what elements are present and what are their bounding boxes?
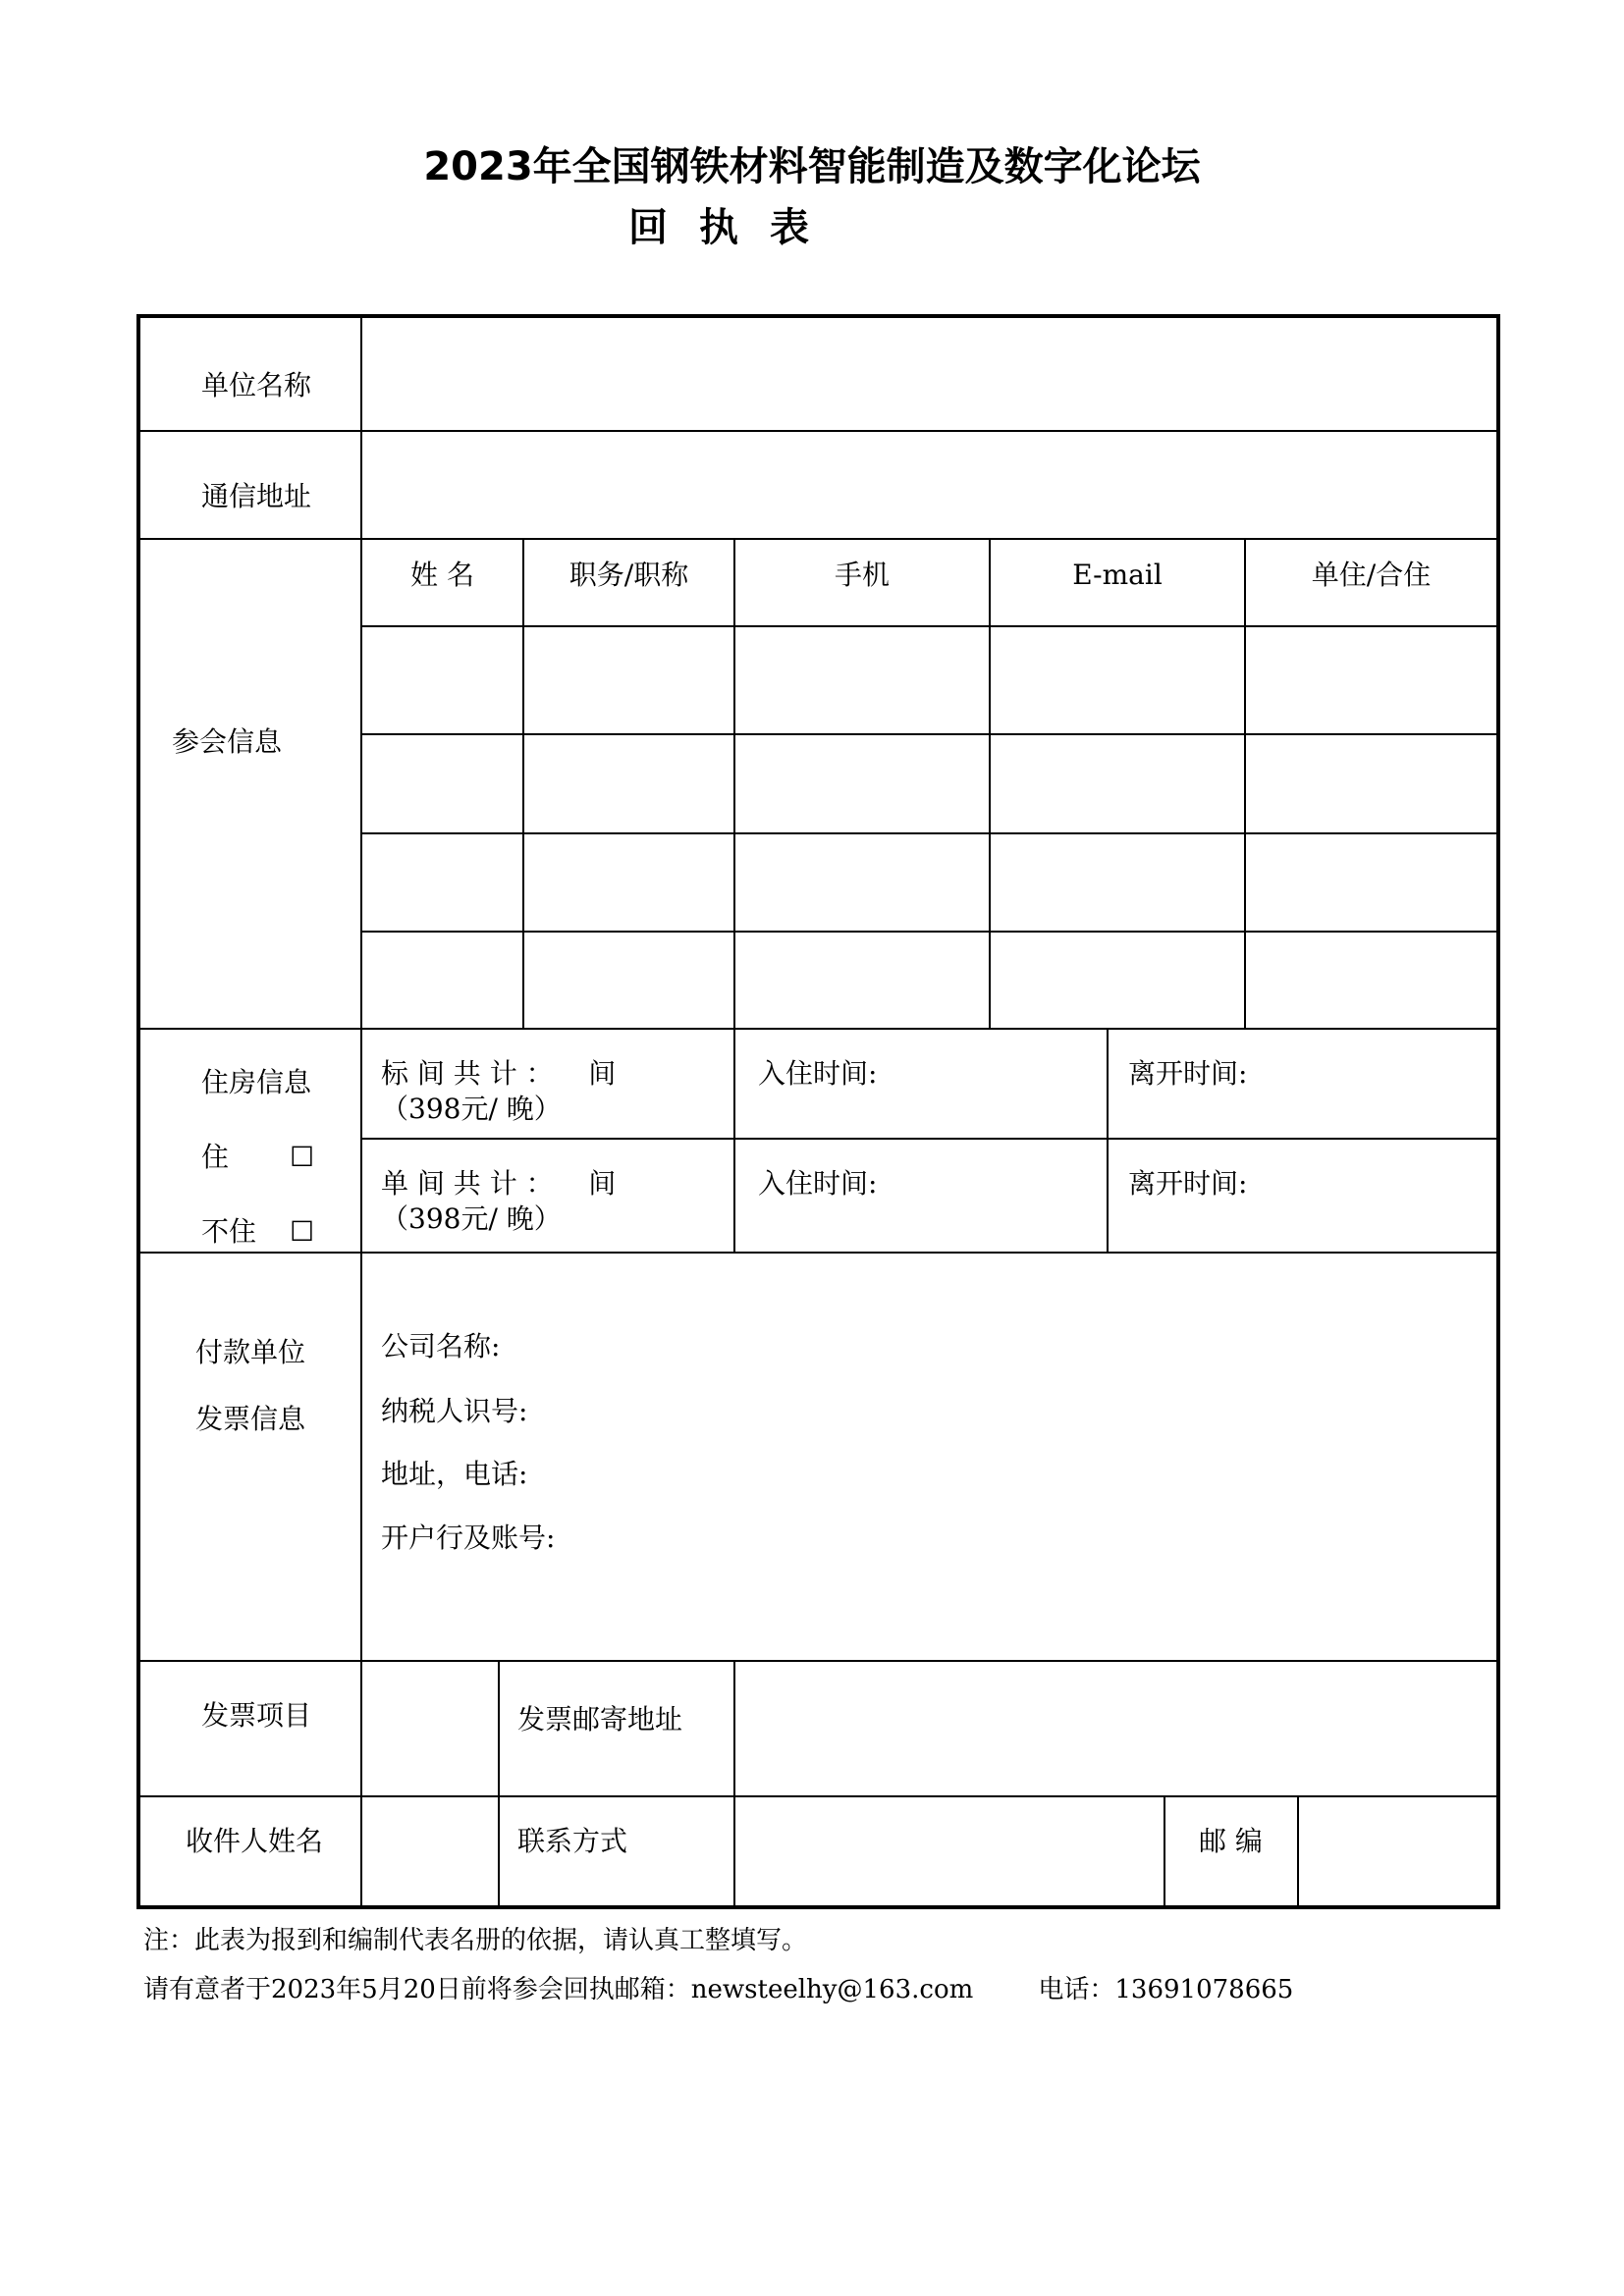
- divider: [522, 538, 524, 1029]
- address-field[interactable]: [364, 434, 1494, 536]
- label-unit-name: 单位名称: [201, 369, 312, 401]
- standard-checkin-label: 入住时间:: [758, 1057, 878, 1090]
- label-postcode: 邮 编: [1199, 1825, 1263, 1857]
- label-no-stay: 不住: [201, 1215, 257, 1248]
- label-contact: 联系方式: [517, 1825, 628, 1857]
- form-subtitle: 回执表: [628, 205, 840, 250]
- col-header-name: 姓 名: [410, 559, 474, 591]
- divider: [989, 538, 991, 1029]
- col-header-mobile: 手机: [834, 559, 890, 591]
- col-header-room-type: 单住/合住: [1311, 559, 1432, 591]
- table-right-border: [1496, 314, 1500, 1909]
- footnote-deadline-contact: 请有意者于2023年5月20日前将参会回执邮箱：newsteelhy@163.com 电话：13691078665: [143, 1975, 1294, 2004]
- table-bottom-border: [136, 1905, 1500, 1909]
- divider: [360, 1138, 1500, 1140]
- divider: [1297, 1795, 1299, 1907]
- standard-room-price: （398元/ 晚）: [381, 1093, 562, 1125]
- invoice-address-phone-label: 地址，电话:: [381, 1458, 528, 1490]
- invoice-company-name-label: 公司名称:: [381, 1330, 501, 1362]
- invoice-bank-account-label: 开户行及账号:: [381, 1522, 556, 1554]
- single-checkout-label: 离开时间:: [1128, 1167, 1248, 1200]
- label-housing-info: 住房信息: [201, 1066, 312, 1098]
- divider: [360, 314, 362, 1909]
- divider: [136, 1028, 1500, 1030]
- standard-checkout-label: 离开时间:: [1128, 1057, 1248, 1090]
- label-address: 通信地址: [201, 480, 312, 512]
- divider: [136, 1660, 1500, 1662]
- col-header-email: E-mail: [1072, 559, 1163, 591]
- single-checkin-label: 入住时间:: [758, 1167, 878, 1200]
- label-invoice-item: 发票项目: [201, 1699, 312, 1732]
- label-stay: 住: [201, 1141, 230, 1173]
- col-header-title: 职务/职称: [568, 559, 689, 591]
- unit-name-field[interactable]: [364, 318, 1494, 428]
- divider: [360, 832, 1500, 834]
- divider: [136, 1795, 1500, 1797]
- divider: [733, 538, 735, 1253]
- standard-room-count: 标 间 共 计 ： 间: [381, 1057, 617, 1090]
- stay-checkbox[interactable]: ☐: [290, 1141, 315, 1173]
- label-attendee-info: 参会信息: [172, 725, 283, 758]
- invoice-taxpayer-id-label: 纳税人识号:: [381, 1395, 528, 1427]
- divider: [733, 1660, 735, 1907]
- label-invoice-mail-address: 发票邮寄地址: [517, 1703, 683, 1735]
- table-left-border: [136, 314, 140, 1909]
- footnote-fill-instruction: 注：此表为报到和编制代表名册的依据，请认真工整填写。: [143, 1926, 808, 1955]
- no-stay-checkbox[interactable]: ☐: [290, 1215, 315, 1248]
- single-room-count: 单 间 共 计 ： 间: [381, 1167, 617, 1200]
- label-invoice-info: 发票信息: [195, 1403, 306, 1435]
- divider: [360, 625, 1500, 627]
- divider: [1107, 1028, 1109, 1253]
- divider: [360, 931, 1500, 933]
- divider: [136, 538, 1500, 540]
- divider: [136, 1252, 1500, 1254]
- divider: [1244, 538, 1246, 1029]
- label-payer-unit: 付款单位: [195, 1336, 306, 1368]
- divider: [136, 430, 1500, 432]
- divider: [498, 1660, 500, 1907]
- label-recipient-name: 收件人姓名: [186, 1825, 324, 1857]
- divider: [360, 733, 1500, 735]
- single-room-price: （398元/ 晚）: [381, 1202, 562, 1235]
- divider: [1164, 1795, 1165, 1907]
- form-title: 2023年全国钢铁材料智能制造及数字化论坛: [423, 144, 1201, 189]
